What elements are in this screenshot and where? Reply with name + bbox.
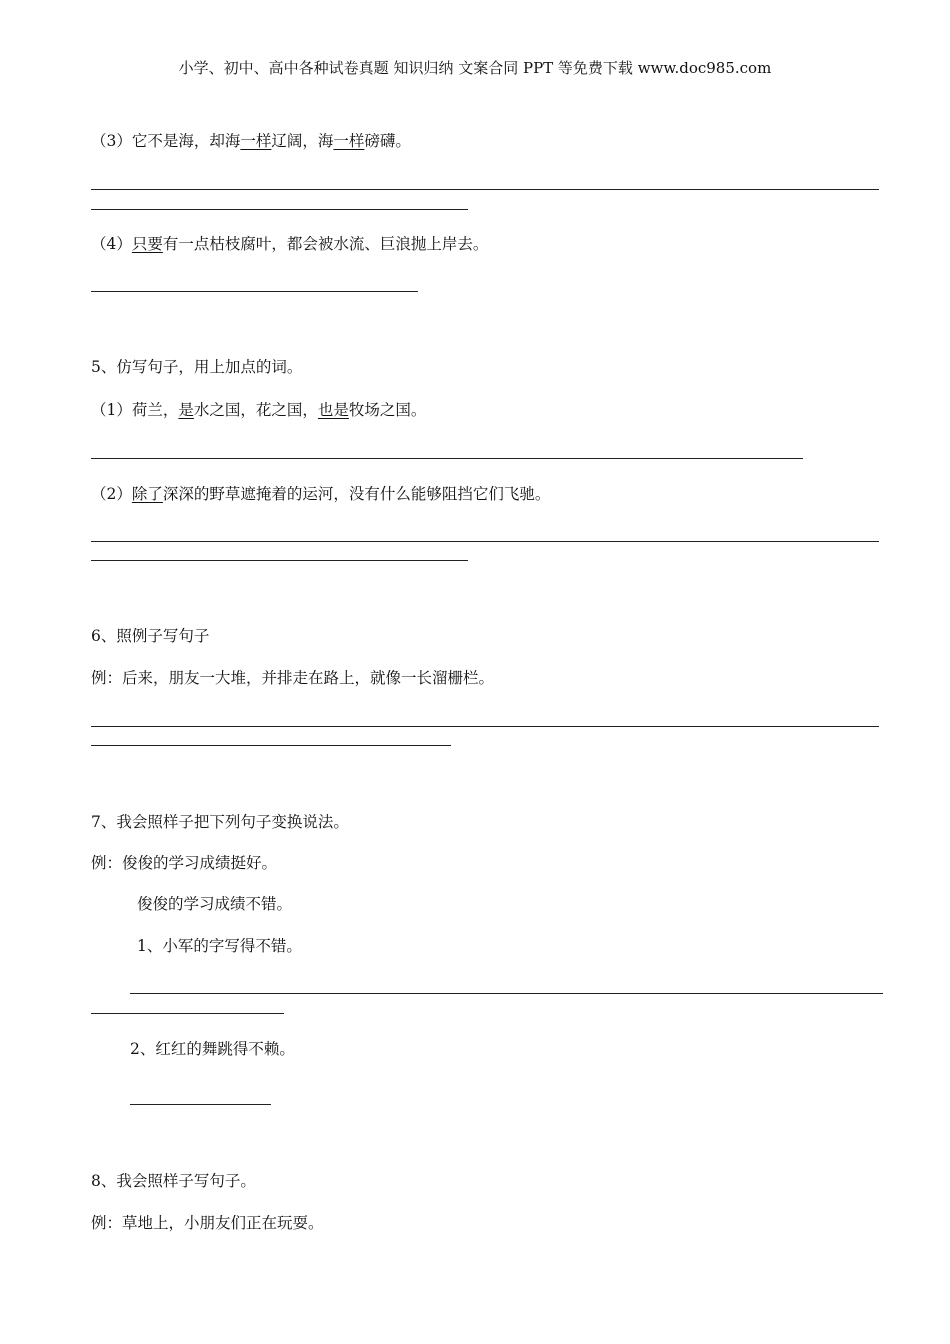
underlined-word: 除了	[131, 485, 163, 503]
question-7-example: 例：俊俊的学习成绩挺好。	[91, 854, 278, 872]
answer-line[interactable]	[91, 560, 468, 561]
answer-line[interactable]	[91, 541, 879, 542]
answer-line[interactable]	[91, 745, 451, 746]
question-8-title: 8、我会照样子写句子。	[91, 1172, 256, 1190]
question-7-title: 7、我会照样子把下列句子变换说法。	[91, 813, 349, 831]
question-5-2: （2）除了深深的野草遮掩着的运河，没有什么能够阻挡它们飞驰。	[91, 485, 551, 503]
underlined-word: 一样	[240, 132, 272, 150]
question-5-title: 5、仿写句子，用上加点的词。	[91, 358, 303, 376]
underlined-word: 是	[178, 401, 194, 419]
answer-line[interactable]	[130, 1104, 271, 1105]
underlined-word: 也是	[317, 401, 349, 419]
underlined-word: 只要	[131, 235, 163, 253]
question-4-4: （4）只要有一点枯枝腐叶，都会被水流、巨浪抛上岸去。	[91, 235, 489, 253]
answer-line[interactable]	[91, 209, 468, 210]
answer-line[interactable]	[91, 189, 879, 190]
answer-line[interactable]	[130, 993, 883, 994]
question-7-example-answer: 俊俊的学习成绩不错。	[137, 895, 293, 913]
answer-line[interactable]	[91, 291, 418, 292]
answer-line[interactable]	[91, 1013, 284, 1014]
answer-line[interactable]	[91, 458, 803, 459]
question-7-item-1: 1、小军的字写得不错。	[137, 937, 302, 955]
question-7-item-2: 2、红红的舞跳得不赖。	[130, 1040, 295, 1058]
underlined-word: 一样	[333, 132, 365, 150]
answer-line[interactable]	[91, 726, 879, 727]
question-5-1: （1）荷兰，是水之国，花之国，也是牧场之国。	[91, 401, 427, 419]
page-header: 小学、初中、高中各种试卷真题 知识归纳 文案合同 PPT 等免费下载 www.doc985.com	[178, 59, 772, 77]
question-6-title: 6、照例子写句子	[91, 627, 210, 645]
question-4-3: （3）它不是海，却海一样辽阔，海一样磅礴。	[91, 132, 411, 150]
question-8-example: 例：草地上，小朋友们正在玩耍。	[91, 1214, 324, 1232]
question-6-example: 例：后来，朋友一大堆，并排走在路上，就像一长溜栅栏。	[91, 669, 495, 687]
